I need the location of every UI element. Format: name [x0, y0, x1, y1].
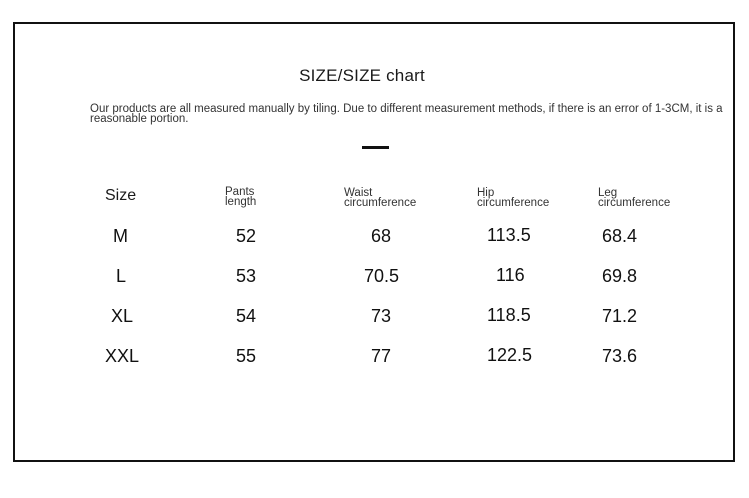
header-waist	[344, 188, 416, 208]
row-xxl-hip: 122.5	[487, 345, 533, 365]
row-xl-size: XL	[111, 306, 134, 326]
row-xxl-size: XXL	[105, 346, 140, 366]
header-pants-line-1: Pants	[225, 186, 255, 198]
row-m-size: M	[113, 226, 128, 246]
chart-title: SIZE/SIZE chart	[299, 66, 425, 85]
note-line-1: Our products are all measured manually by tiling. Due to different measurement methods, if there is an error of 1-3CM, it is a	[90, 103, 723, 115]
row-xxl-leg: 73.6	[602, 346, 638, 366]
header-size: Size	[105, 187, 137, 204]
measurement-note	[90, 104, 735, 124]
header-pants-length	[225, 187, 256, 207]
row-m-pants: 52	[236, 226, 257, 246]
row-l-leg: 69.8	[602, 266, 638, 286]
row-xl-waist: 73	[371, 306, 392, 326]
title-divider	[362, 146, 389, 149]
row-l-size: L	[116, 266, 127, 286]
note-line-2: reasonable portion.	[90, 113, 189, 125]
row-l-pants: 53	[236, 266, 257, 286]
row-xxl-waist: 77	[371, 346, 392, 366]
row-xl-leg: 71.2	[602, 306, 638, 326]
header-hip-line-2: circumference	[477, 197, 550, 209]
header-leg	[598, 188, 670, 208]
row-l-waist: 70.5	[364, 266, 400, 286]
row-l-hip: 116	[496, 265, 525, 285]
row-m-leg: 68.4	[602, 226, 638, 246]
header-hip-line-1: Hip	[477, 187, 495, 199]
header-waist-line-1: Waist	[344, 187, 373, 199]
row-m-waist: 68	[371, 226, 392, 246]
header-waist-line-2: circumference	[344, 197, 417, 209]
header-leg-line-1: Leg	[598, 187, 618, 199]
row-xl-pants: 54	[236, 306, 257, 326]
row-xl-hip: 118.5	[487, 305, 531, 325]
size-chart-frame	[13, 22, 735, 462]
header-hip	[477, 188, 549, 208]
header-pants-line-2: length	[225, 196, 257, 208]
row-m-hip: 113.5	[487, 225, 531, 245]
header-leg-line-2: circumference	[598, 197, 671, 209]
row-xxl-pants: 55	[236, 346, 257, 366]
